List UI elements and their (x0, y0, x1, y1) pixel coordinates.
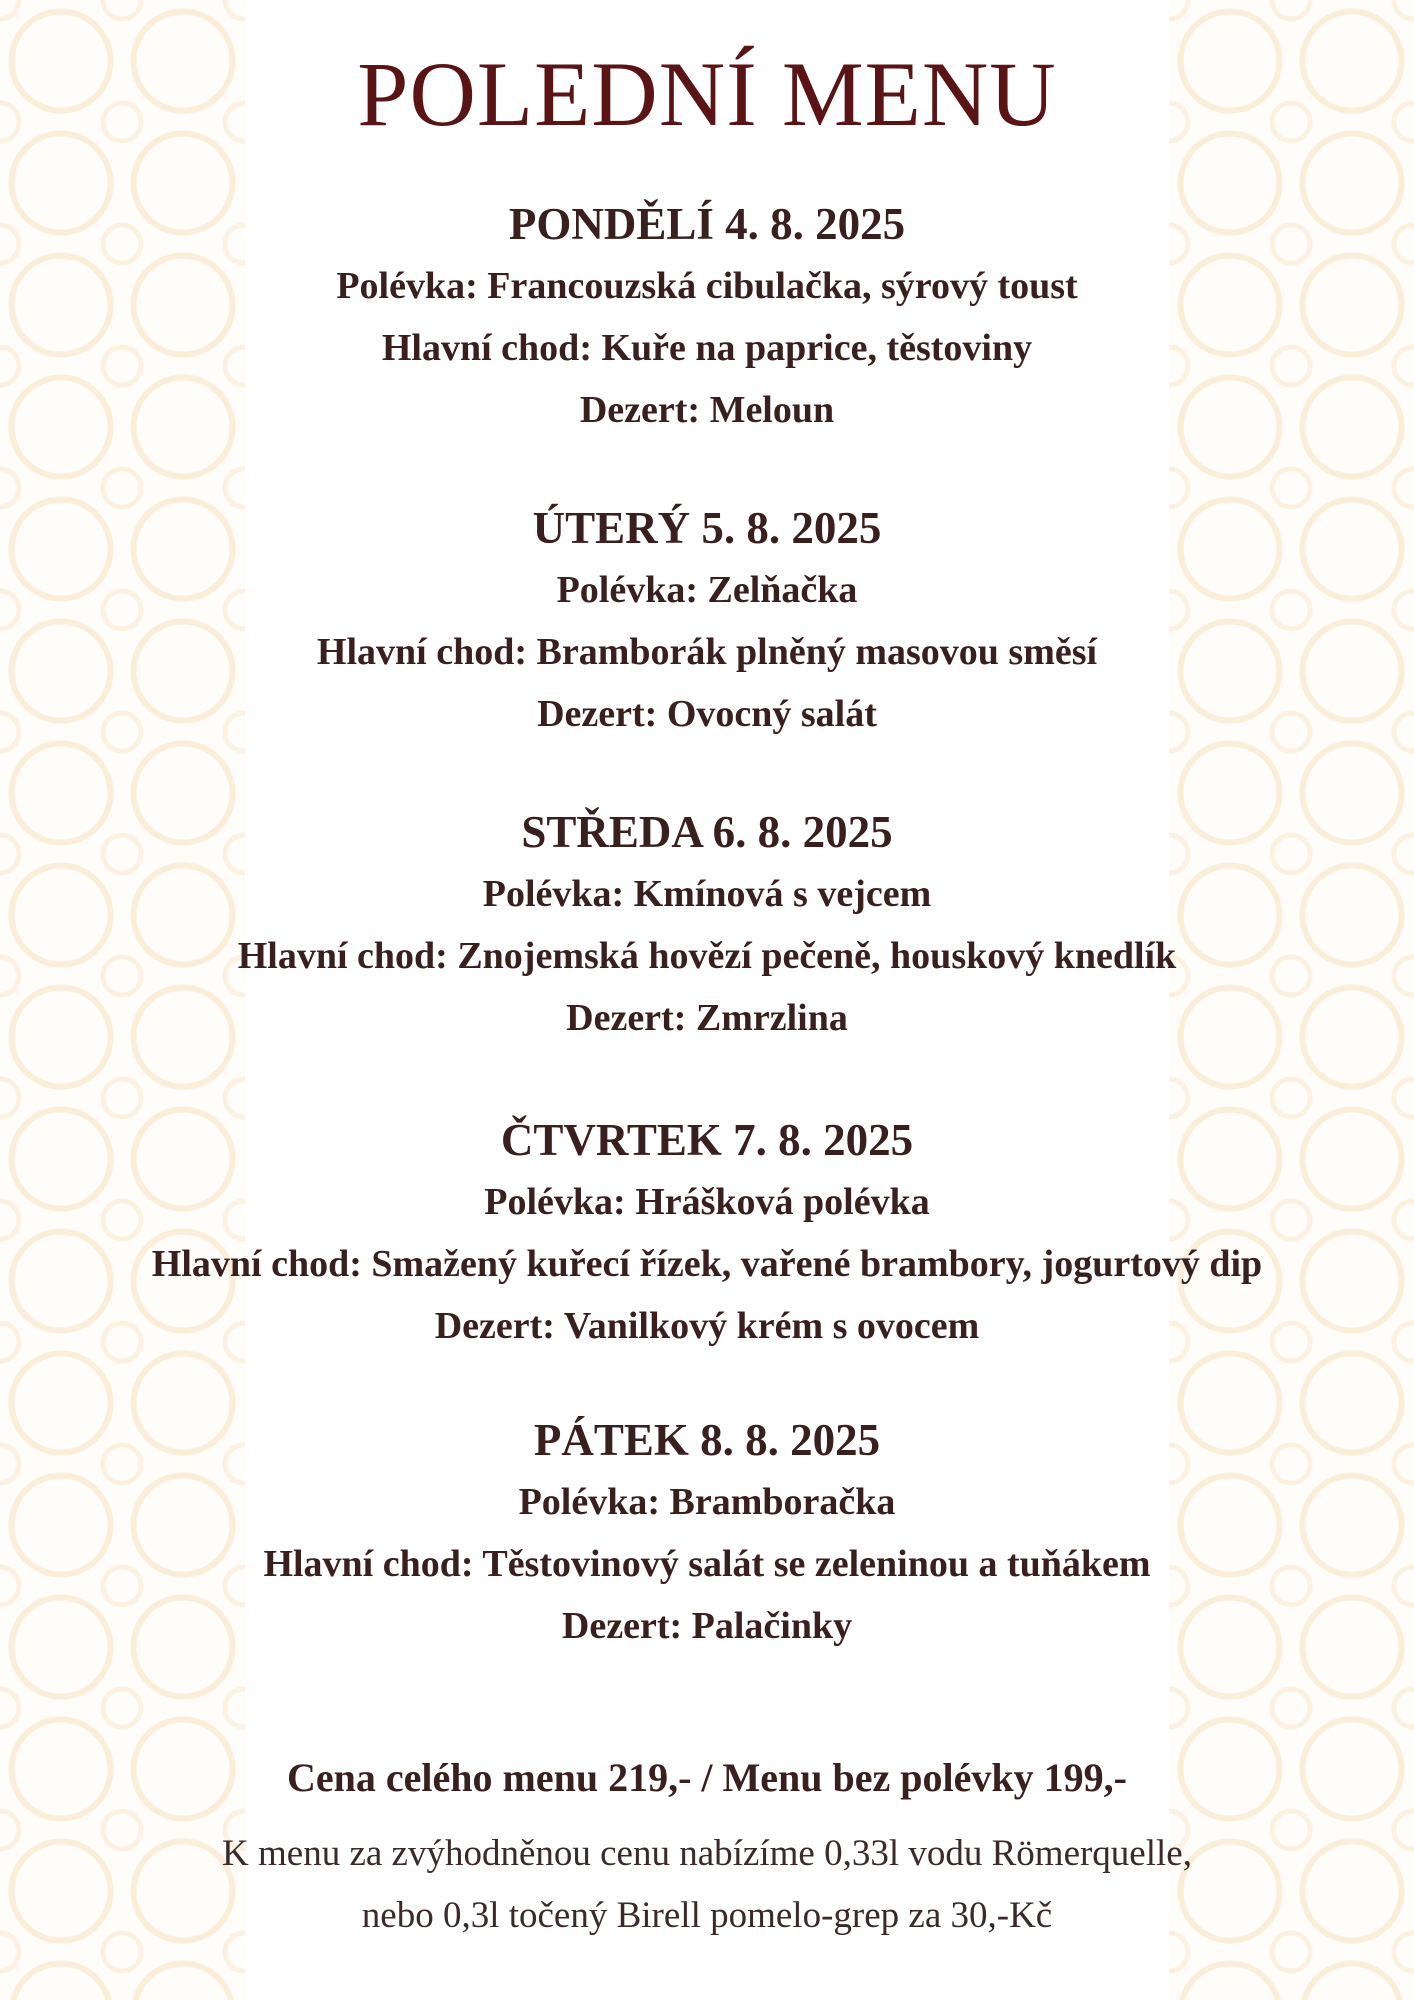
soup-line: Polévka: Kmínová s vejcem (482, 873, 932, 915)
day-friday (0, 1409, 1414, 1657)
menu-price: Cena celého menu 219,- / Menu bez polévky 199,- (287, 1755, 1127, 1800)
day-heading: ÚTERÝ 5. 8. 2025 (532, 503, 882, 553)
day-monday (0, 193, 1414, 441)
soup-line: Polévka: Zelňačka (556, 569, 858, 611)
day-heading: PÁTEK 8. 8. 2025 (533, 1415, 881, 1465)
dessert-line: Dezert: Zmrzlina (566, 997, 848, 1039)
main-course-line: Hlavní chod: Kuře na paprice, těstoviny (381, 327, 1033, 369)
main-course-line: Hlavní chod: Těstovinový salát se zeleninou a tuňákem (263, 1543, 1151, 1585)
soup-line: Polévka: Francouzská cibulačka, sýrový toust (336, 265, 1078, 307)
main-course-line: Hlavní chod: Bramborák plněný masovou směsí (316, 631, 1098, 673)
main-course-line: Hlavní chod: Smažený kuřecí řízek, vařené brambory, jogurtový dip (151, 1243, 1263, 1285)
day-heading: PONDĚLÍ 4. 8. 2025 (508, 199, 906, 249)
dessert-line: Dezert: Meloun (579, 389, 835, 431)
day-wednesday (0, 801, 1414, 1049)
dessert-line: Dezert: Palačinky (561, 1605, 853, 1647)
day-heading: ČTVRTEK 7. 8. 2025 (500, 1115, 914, 1165)
dessert-line: Dezert: Ovocný salát (537, 693, 877, 735)
day-heading: STŘEDA 6. 8. 2025 (521, 807, 893, 857)
soup-line: Polévka: Hrášková polévka (484, 1181, 930, 1223)
page-title: POLEDNÍ MENU (357, 43, 1057, 145)
day-tuesday (0, 497, 1414, 745)
drink-offer-line-2: nebo 0,3l točený Birell pomelo-grep za 30,-Kč (361, 1895, 1053, 1936)
main-course-line: Hlavní chod: Znojemská hovězí pečeně, houskový knedlík (237, 935, 1177, 977)
soup-line: Polévka: Bramboračka (518, 1481, 896, 1523)
day-thursday (0, 1109, 1414, 1357)
dessert-line: Dezert: Vanilkový krém s ovocem (434, 1305, 980, 1347)
drink-offer-line-1: K menu za zvýhodněnou cenu nabízíme 0,33l vodu Römerquelle, (222, 1833, 1192, 1874)
